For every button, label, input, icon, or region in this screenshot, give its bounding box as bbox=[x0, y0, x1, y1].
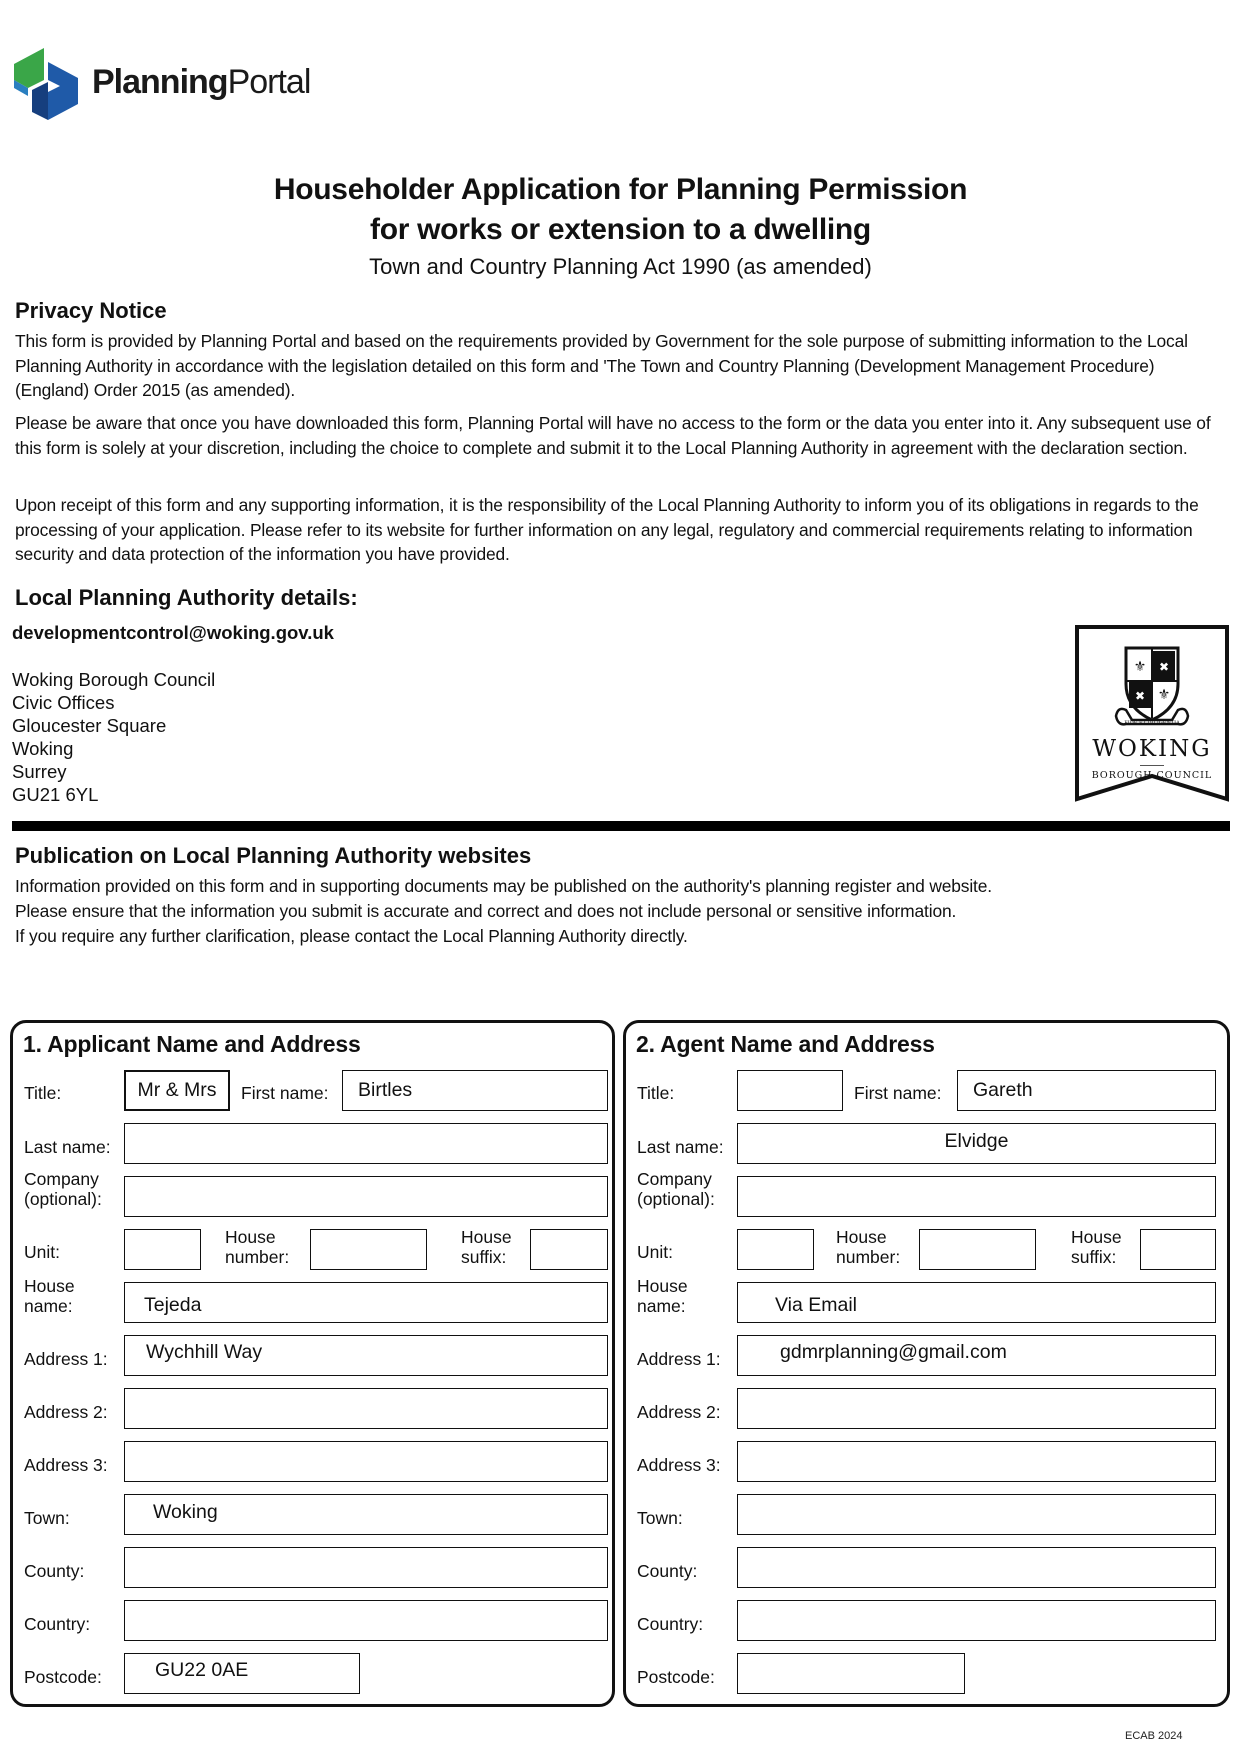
agent-town-field[interactable] bbox=[737, 1494, 1216, 1535]
publication-line-1: Information provided on this form and in supporting documents may be published on the authority's planning register and website. bbox=[15, 876, 992, 896]
agent-last-name-field[interactable]: Elvidge bbox=[737, 1123, 1216, 1164]
label-country: Country: bbox=[24, 1614, 91, 1634]
form-version-code: ECAB 2024 bbox=[1125, 1730, 1183, 1742]
section-divider-rule bbox=[12, 821, 1230, 831]
agent-postcode-field[interactable] bbox=[737, 1653, 965, 1694]
applicant-company-field[interactable] bbox=[124, 1176, 608, 1217]
lpa-address-line: Woking bbox=[12, 738, 74, 759]
label-postcode: Postcode: bbox=[24, 1667, 102, 1687]
agent-title-field[interactable] bbox=[737, 1070, 843, 1111]
form-title-line-2: for works or extension to a dwelling bbox=[370, 213, 871, 246]
form-title-block bbox=[0, 170, 1241, 282]
applicant-address-1-field[interactable]: Wychhill Way bbox=[124, 1335, 608, 1376]
svg-text:⚜: ⚜ bbox=[1133, 659, 1147, 675]
label-address-3: Address 3: bbox=[24, 1455, 108, 1475]
applicant-address-2-field[interactable] bbox=[124, 1388, 608, 1429]
label-house-number bbox=[836, 1227, 900, 1267]
agent-address-2-field[interactable] bbox=[737, 1388, 1216, 1429]
label-company-line-2: (optional): bbox=[637, 1189, 715, 1209]
lpa-heading: Local Planning Authority details: bbox=[15, 585, 358, 610]
applicant-unit-field[interactable] bbox=[124, 1229, 201, 1270]
woking-divider bbox=[1140, 765, 1164, 766]
applicant-county-field[interactable] bbox=[124, 1547, 608, 1588]
label-house-suffix bbox=[1071, 1227, 1122, 1267]
label-house-name-line-2: name: bbox=[637, 1296, 686, 1316]
label-company-line-1: Company bbox=[24, 1169, 99, 1189]
applicant-house-name-field[interactable]: Tejeda bbox=[124, 1282, 608, 1323]
planning-portal-cube-icon bbox=[10, 42, 82, 122]
label-house-number-line-2: number: bbox=[225, 1247, 290, 1267]
publication-line-3: If you require any further clarification, please contact the Local Planning Authority directly. bbox=[15, 926, 688, 946]
publication-heading: Publication on Local Planning Authority websites bbox=[15, 843, 532, 868]
label-first-name: First name: bbox=[854, 1083, 942, 1103]
form-title-line-1: Householder Application for Planning Permission bbox=[273, 173, 968, 206]
svg-text:✖: ✖ bbox=[1134, 689, 1146, 703]
label-address-2: Address 2: bbox=[24, 1402, 108, 1422]
label-house-suffix bbox=[461, 1227, 512, 1267]
agent-section-heading: 2. Agent Name and Address bbox=[636, 1031, 935, 1057]
label-house-name bbox=[24, 1276, 75, 1316]
wordmark-light: Portal bbox=[227, 62, 311, 101]
lpa-address-line: Surrey bbox=[12, 761, 67, 782]
label-house-suffix-line-1: House bbox=[461, 1227, 512, 1247]
form-subtitle: Town and Country Planning Act 1990 (as amended) bbox=[369, 254, 872, 279]
wordmark-bold: Planning bbox=[92, 62, 228, 101]
agent-house-number-field[interactable] bbox=[919, 1229, 1036, 1270]
lpa-address-line: Civic Offices bbox=[12, 692, 115, 713]
applicant-postcode-field[interactable]: GU22 0AE bbox=[124, 1653, 360, 1694]
agent-unit-field[interactable] bbox=[737, 1229, 814, 1270]
lpa-address-line: Gloucester Square bbox=[12, 715, 167, 736]
label-county: County: bbox=[637, 1561, 698, 1581]
svg-text:✖: ✖ bbox=[1158, 660, 1170, 674]
label-town: Town: bbox=[24, 1508, 70, 1528]
lpa-email: developmentcontrol@woking.gov.uk bbox=[12, 622, 334, 643]
applicant-first-name-field[interactable]: Birtles bbox=[342, 1070, 608, 1111]
agent-county-field[interactable] bbox=[737, 1547, 1216, 1588]
label-house-suffix-line-1: House bbox=[1071, 1227, 1122, 1247]
planning-portal-logo bbox=[10, 42, 330, 122]
label-house-number bbox=[225, 1227, 289, 1267]
label-company bbox=[24, 1169, 102, 1209]
privacy-heading: Privacy Notice bbox=[15, 298, 167, 323]
label-house-name-line-1: House bbox=[637, 1276, 688, 1296]
applicant-last-name-field[interactable] bbox=[124, 1123, 608, 1164]
applicant-house-number-field[interactable] bbox=[310, 1229, 427, 1270]
applicant-address-3-field[interactable] bbox=[124, 1441, 608, 1482]
label-house-name bbox=[637, 1276, 688, 1316]
planning-portal-wordmark bbox=[92, 63, 310, 102]
label-house-number-line-2: number: bbox=[836, 1247, 901, 1267]
label-address-1: Address 1: bbox=[24, 1349, 108, 1369]
applicant-country-field[interactable] bbox=[124, 1600, 608, 1641]
label-company-line-2: (optional): bbox=[24, 1189, 102, 1209]
label-unit: Unit: bbox=[637, 1242, 673, 1262]
applicant-section bbox=[10, 1020, 615, 1707]
agent-house-suffix-field[interactable] bbox=[1140, 1229, 1216, 1270]
privacy-paragraph-2: Please be aware that once you have downloaded this form, Planning Portal will have no access to the form or the data you enter into it. Any subsequent use of this form is solely at your discretion, including the choice to complete and submit it to the Local Planning Authority in agreement with the declaration section. bbox=[15, 413, 1211, 458]
agent-section bbox=[623, 1020, 1230, 1707]
applicant-town-field[interactable]: Woking bbox=[124, 1494, 608, 1535]
woking-subname: BOROUGH COUNCIL bbox=[1091, 770, 1213, 781]
woking-council-logo bbox=[1074, 624, 1230, 802]
label-address-1: Address 1: bbox=[637, 1349, 721, 1369]
agent-address-3-field[interactable] bbox=[737, 1441, 1216, 1482]
applicant-house-suffix-field[interactable] bbox=[530, 1229, 608, 1270]
woking-name: WOKING bbox=[1092, 736, 1212, 762]
label-last-name: Last name: bbox=[24, 1137, 111, 1157]
label-last-name: Last name: bbox=[637, 1137, 724, 1157]
agent-address-1-field[interactable]: gdmrplanning@gmail.com bbox=[737, 1335, 1216, 1376]
label-house-number-line-1: House bbox=[225, 1227, 276, 1247]
label-first-name: First name: bbox=[241, 1083, 329, 1103]
applicant-section-heading: 1. Applicant Name and Address bbox=[23, 1031, 361, 1057]
agent-country-field[interactable] bbox=[737, 1600, 1216, 1641]
privacy-paragraph-1: This form is provided by Planning Portal and based on the requirements provided by Government for the sole purpose of submitting information to the Local Planning Authority in accordance with the legislation detailed on this form and 'The Town and Country Planning (Development Management Procedure) (England) Order 2015 (as amended). bbox=[15, 331, 1188, 401]
label-country: Country: bbox=[637, 1614, 704, 1634]
privacy-paragraph-3: Upon receipt of this form and any supporting information, it is the responsibility of the Local Planning Authority to inform you of its obligations in regards to the processing of your application. Please refer to its website for further information on any legal, regulatory and commercial requirements relating to information security and data protection of the information you have provided. bbox=[15, 495, 1199, 565]
label-title: Title: bbox=[637, 1083, 675, 1103]
agent-house-name-field[interactable]: Via Email bbox=[737, 1282, 1216, 1323]
label-address-2: Address 2: bbox=[637, 1402, 721, 1422]
lpa-address bbox=[12, 668, 215, 806]
agent-company-field[interactable] bbox=[737, 1176, 1216, 1217]
label-postcode: Postcode: bbox=[637, 1667, 715, 1687]
lpa-address-line: GU21 6YL bbox=[12, 784, 99, 805]
label-house-number-line-1: House bbox=[836, 1227, 887, 1247]
svg-text:⚜: ⚜ bbox=[1157, 687, 1171, 703]
label-company bbox=[637, 1169, 715, 1209]
label-house-name-line-1: House bbox=[24, 1276, 75, 1296]
label-county: County: bbox=[24, 1561, 85, 1581]
label-unit: Unit: bbox=[24, 1242, 60, 1262]
agent-first-name-field[interactable]: Gareth bbox=[957, 1070, 1216, 1111]
label-title: Title: bbox=[24, 1083, 62, 1103]
applicant-title-field[interactable]: Mr & Mrs bbox=[124, 1070, 230, 1111]
svg-text:FIDE ET DILIGENTIA: FIDE ET DILIGENTIA bbox=[1124, 720, 1180, 726]
label-company-line-1: Company bbox=[637, 1169, 712, 1189]
label-town: Town: bbox=[637, 1508, 683, 1528]
label-house-suffix-line-2: suffix: bbox=[1071, 1247, 1117, 1267]
label-house-name-line-2: name: bbox=[24, 1296, 73, 1316]
lpa-address-line: Woking Borough Council bbox=[12, 669, 216, 690]
label-address-3: Address 3: bbox=[637, 1455, 721, 1475]
label-house-suffix-line-2: suffix: bbox=[461, 1247, 507, 1267]
publication-line-2: Please ensure that the information you submit is accurate and correct and does not include personal or sensitive information. bbox=[15, 901, 957, 921]
